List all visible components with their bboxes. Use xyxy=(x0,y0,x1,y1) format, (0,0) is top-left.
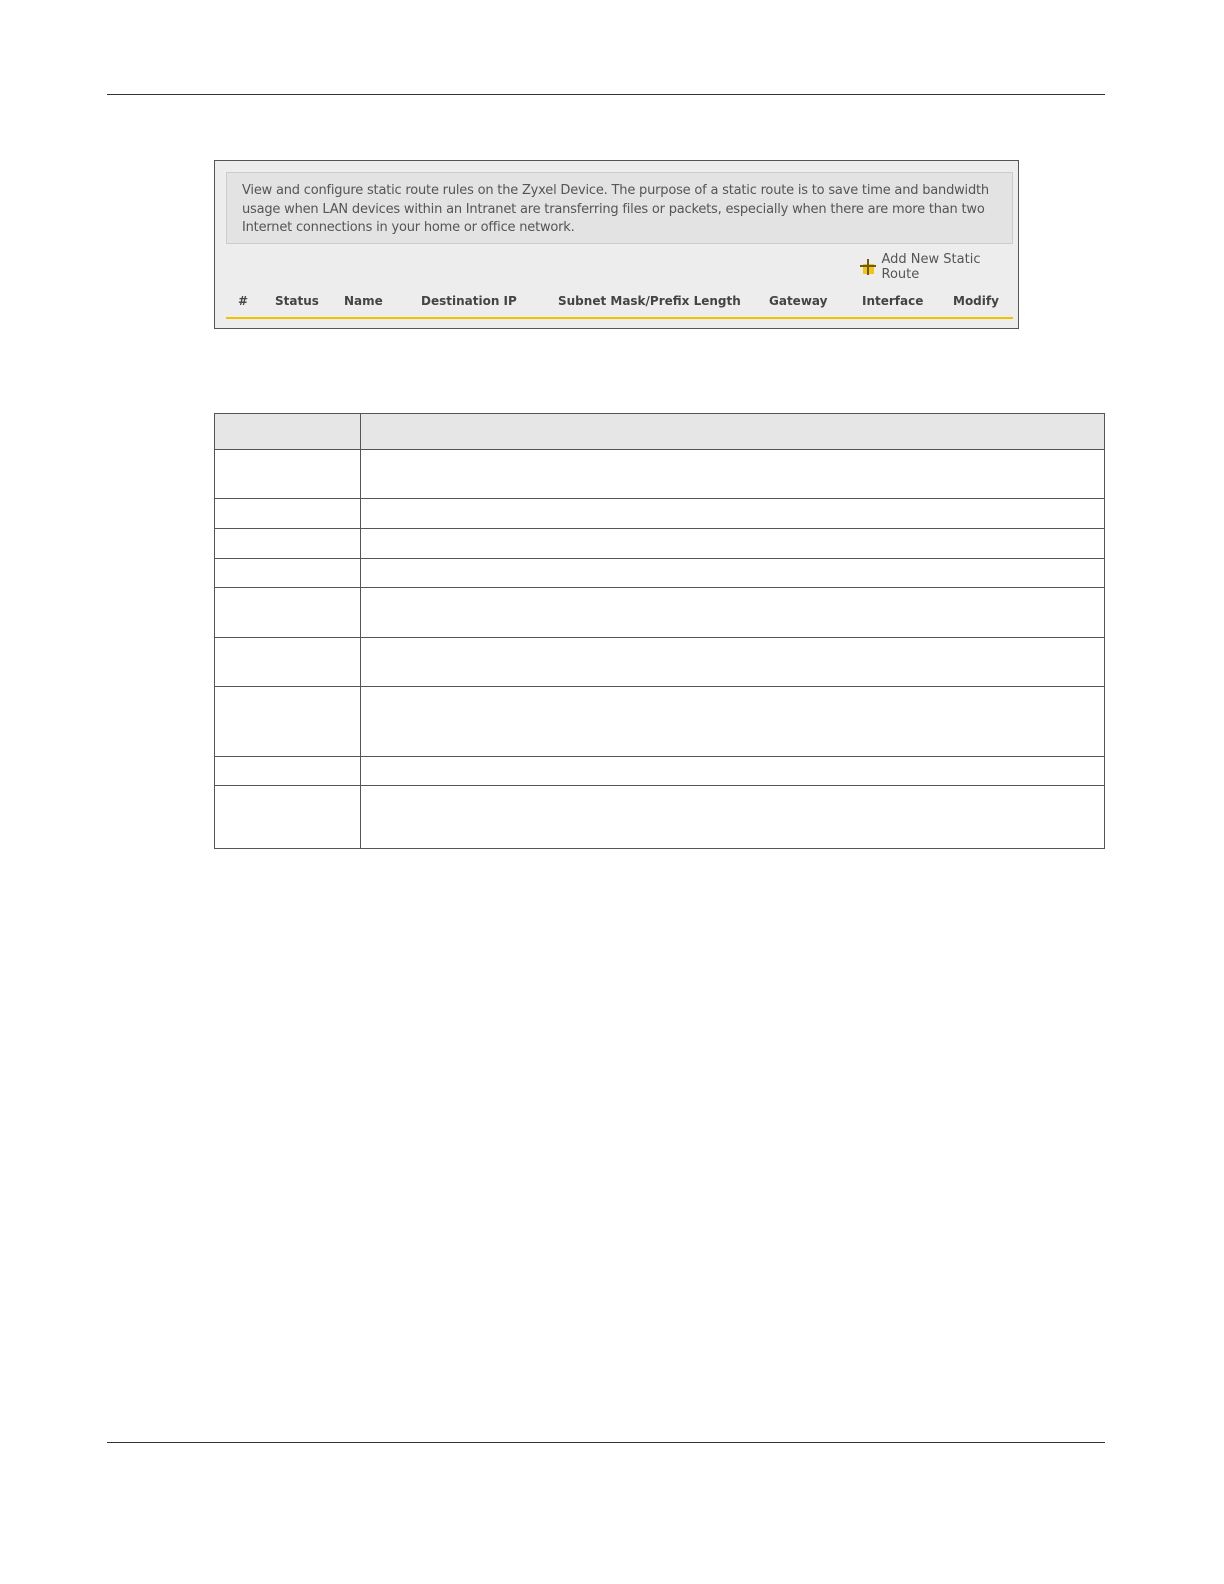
table-header-row xyxy=(215,414,1105,450)
column-header-destination-ip: Destination IP xyxy=(421,294,517,308)
description-box xyxy=(226,172,1013,244)
table-row xyxy=(215,638,1105,687)
table-row xyxy=(215,499,1105,529)
column-header-modify: Modify xyxy=(953,294,999,308)
table-row xyxy=(215,559,1105,588)
description-header-cell xyxy=(361,414,1105,450)
add-new-static-route-label: Add New Static Route xyxy=(881,252,981,282)
header-rule xyxy=(107,94,1105,95)
table-row xyxy=(215,757,1105,786)
label-header-cell xyxy=(215,414,361,450)
column-header-gateway: Gateway xyxy=(769,294,828,308)
add-new-static-route-button[interactable] xyxy=(860,252,1018,282)
table-row xyxy=(215,450,1105,499)
table-row xyxy=(215,588,1105,638)
footer-rule xyxy=(107,1442,1105,1443)
table-row xyxy=(215,687,1105,757)
table-row xyxy=(215,529,1105,559)
table-row xyxy=(215,786,1105,849)
column-header-status: Status xyxy=(275,294,319,308)
plus-icon xyxy=(860,259,876,275)
table-header-underline xyxy=(226,317,1013,319)
column-header-interface: Interface xyxy=(862,294,924,308)
static-route-panel xyxy=(214,160,1019,329)
column-header-subnet-mask: Subnet Mask/Prefix Length xyxy=(558,294,741,308)
description-text: View and configure static route rules on the Zyxel Device. The purpose of a static route is to save time and bandwidth usage when LAN devices within an Intranet are transferring files or packets, especially when there are more than two Internet connections in your home or office network. xyxy=(242,183,989,235)
field-description-table xyxy=(214,413,1105,849)
column-header-number: # xyxy=(238,294,249,308)
column-header-name: Name xyxy=(344,294,383,308)
